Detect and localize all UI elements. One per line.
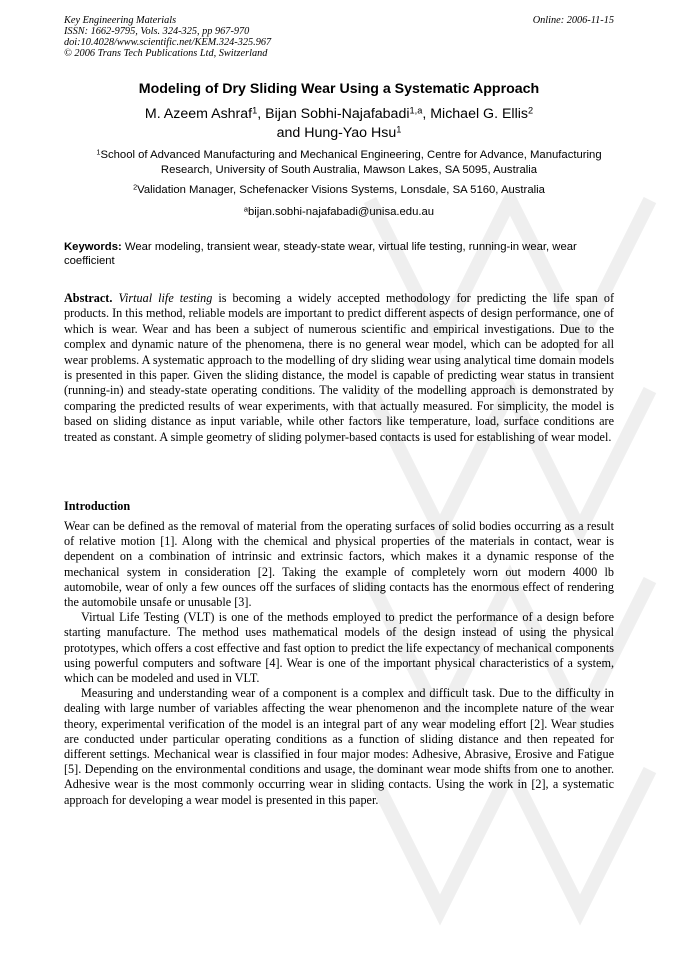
journal-name: Key Engineering Materials: [64, 15, 177, 26]
affiliation-1: $^1$School of Advanced Manufacturing and Mechanical Engineering, Centre for Advance, Manufacturing Research, University of South Australia, Mawson Lakes, SA 5095, Australia: [96, 147, 602, 176]
keywords-text: Wear modeling, transient wear, steady-state wear, virtual life testing, running-in wear, wear coefficient: [64, 241, 577, 267]
abstract-text: is becoming a widely accepted methodology for predicting the life span of products. In this method, reliable models are important to predict different aspects of design performance, one of which is wear. Wear and has been a subject of numerous scientific and empirical investigations. Due to the complex and dynamic nature of the phenomena, there is no general wear model, which can be adopted for all wear problems. A systematic approach to the modelling of dry sliding wear using analytical time domain models is presented in this paper. Given the sliding distance, the model is capable of predicting wear status in transient (running-in) and steady-state operating conditions. The validity of the modelling approach is demonstrated by comparing the predicted results of wear experiments, with that actually measured. For simplicity, the model is based on sliding distance as input variable, while other factors like temperature, load, surface conditions are treated as constant. A simple geometry of sliding polymer-based contacts is used for establishing of wear model.: [64, 291, 614, 444]
author-name: and Hung-Yao Hsu: [276, 125, 397, 141]
abstract-lead: Virtual life testing: [118, 291, 213, 305]
online-date: Online: 2006-11-15: [532, 15, 614, 26]
author-sup: 1,a: [409, 105, 423, 116]
paper-title: Modeling of Dry Sliding Wear Using a Systematic Approach: [138, 81, 540, 97]
journal-doi: doi:10.4028/www.scientific.net/KEM.324-325.967: [64, 37, 272, 48]
introduction-body: [64, 519, 614, 808]
keywords-label: Keywords:: [64, 241, 122, 253]
author-list: M. Azeem Ashraf$^1$, Bijan Sobhi-Najafabadi$^{1,a}$, Michael G. Ellis$^2$ and Hung-Yao Hsu$^1$: [144, 105, 534, 141]
affiliation-2: $^2$Validation Manager, Schefenacker Visions Systems, Lonsdale, SA 5160, Australia: [133, 182, 545, 196]
author-sup: 2: [527, 105, 534, 116]
author-sup: 1: [252, 105, 258, 116]
paragraph: Measuring and understanding wear of a component is a complex and difficult task. Due to the difficulty in dealing with large number of variables affecting the wear phenomenon and the incomplete nature of the wear theory, experimental verification of the model is an integral part of any wear modeling effort [2]. Wear studies are conducted under particular operating conditions as a function of sliding distance and then repeated for different settings. Mechanical wear is classified in four major modes: Adhesive, Abrasive, Erosive and Fatigue [5]. Depending on the environmental conditions and usage, the dominant wear mode shifts from one to another. Adhesive wear is the most commonly occurring wear in sliding contacts. Using the work in [2], a systematic approach for developing a wear model is presented in this paper.: [64, 686, 614, 807]
introduction-heading: Introduction: [64, 499, 131, 513]
paragraph: Wear can be defined as the removal of material from the operating surfaces of solid bodies occurring as a result of relative motion [1]. Along with the chemical and physical properties of the materials in contact, wear is dependent on a combination of intrinsic and extrinsic factors, which makes it a dynamic response of the mechanical system in consideration [2]. Taking the example of completely worn out modern 4000 lb automobile, wear of only a few ounces off the surfaces of sliding contacts has the enormous effect of rendering the automobile unsafe or unusable [3].: [64, 519, 614, 610]
author-name: Michael G. Ellis: [430, 106, 528, 122]
abstract-label: Abstract.: [64, 291, 113, 305]
journal-copyright: © 2006 Trans Tech Publications Ltd, Switzerland: [64, 48, 268, 59]
journal-header: [64, 15, 614, 59]
author-name: M. Azeem Ashraf: [144, 106, 253, 122]
author-sup: 1: [396, 124, 402, 135]
keywords: [64, 240, 614, 268]
author-email: $^a$bijan.sobhi-najafabadi@unisa.edu.au: [243, 204, 435, 218]
journal-issn: ISSN: 1662-9795, Vols. 324-325, pp 967-970: [64, 26, 250, 37]
author-name: Bijan Sobhi-Najafabadi: [265, 106, 410, 122]
abstract: [64, 291, 614, 445]
paragraph: Virtual Life Testing (VLT) is one of the methods employed to predict the performance of a design before starting manufacture. The method uses mathematical models of the design instead of using the physical prototypes, which offers a cost effective and fast option to predict the life expectancy of mechanical components using powerful computers and software [4]. Wear is one of the important physical characteristics of a system, which can be modeled and used in VLT.: [64, 610, 614, 686]
